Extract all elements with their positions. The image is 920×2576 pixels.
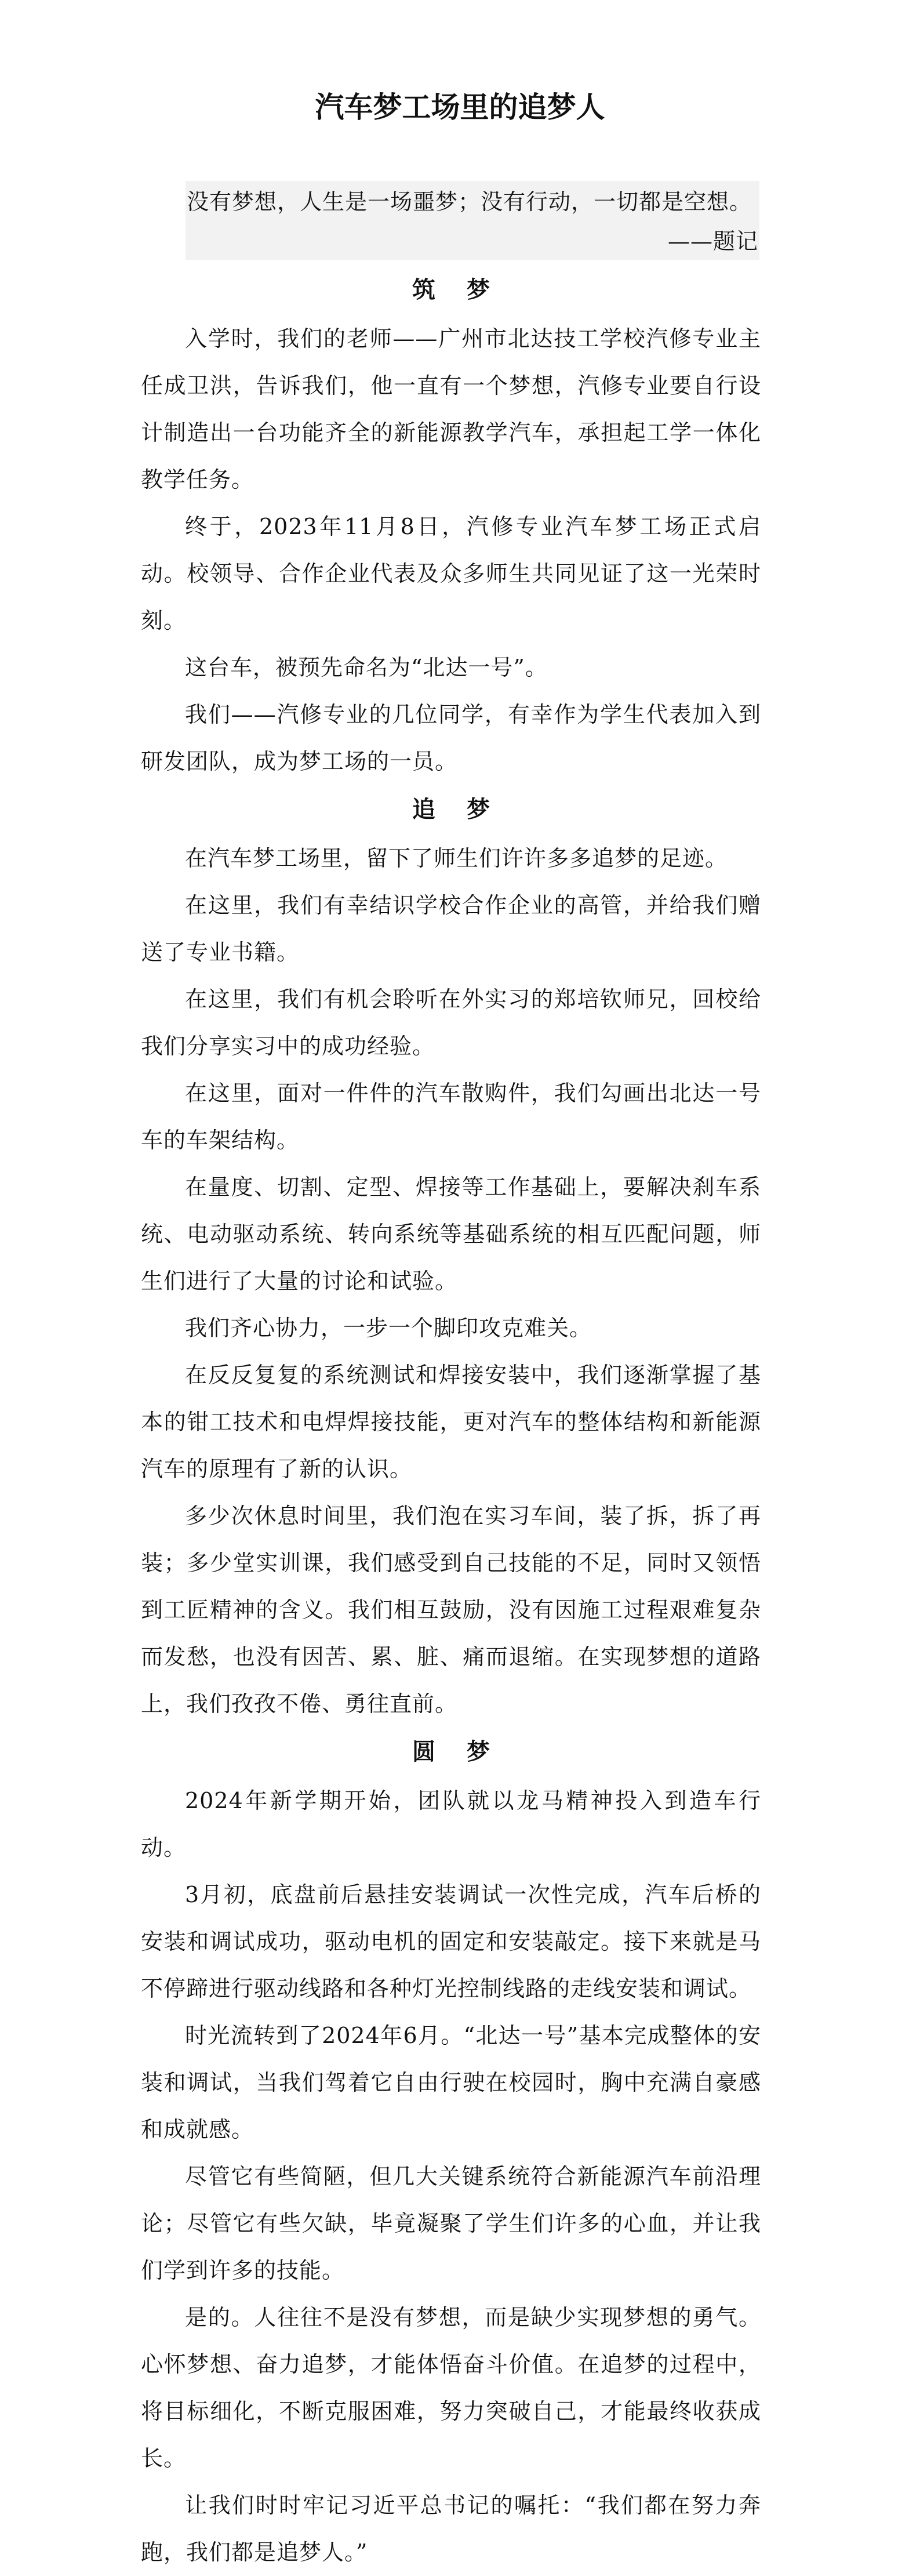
article-body bbox=[141, 266, 761, 2576]
paragraph: 多少次休息时间里，我们泡在实习车间，装了拆，拆了再装；多少堂实训课，我们感受到自己技能的不足，同时又领悟到工匠精神的含义。我们相互鼓励，没有因施工过程艰难复杂而发愁，也没有因苦、累、脏、痛而退缩。在实现梦想的道路上，我们孜孜不倦、勇往直前。 bbox=[141, 1503, 761, 1717]
section-zhu-meng bbox=[141, 266, 761, 785]
paragraph: 我们齐心协力，一步一个脚印攻克难关。 bbox=[185, 1315, 592, 1341]
paragraph: 在这里，我们有幸结识学校合作企业的高管，并给我们赠送了专业书籍。 bbox=[141, 892, 761, 965]
article-title: 汽车梦工场里的追梦人 bbox=[315, 90, 605, 124]
epigraph-signature: ——题记 bbox=[667, 228, 758, 254]
epigraph-text: 没有梦想，人生是一场噩梦；没有行动，一切都是空想。 bbox=[187, 189, 752, 215]
paragraph: 入学时，我们的老师——广州市北达技工学校汽修专业主任成卫洪，告诉我们，他一直有一个梦想，汽修专业要自行设计制造出一台功能齐全的新能源教学汽车，承担起工学一体化教学任务。 bbox=[141, 326, 761, 492]
paragraph: 是的。人往往不是没有梦想，而是缺少实现梦想的勇气。心怀梦想、奋力追梦，才能体悟奋斗价值。在追梦的过程中，将目标细化，不断克服困难，努力突破自己，才能最终收获成长。 bbox=[141, 2305, 761, 2471]
paragraph: 在量度、切割、定型、焊接等工作基础上，要解决刹车系统、电动驱动系统、转向系统等基础系统的相互匹配问题，师生们进行了大量的讨论和试验。 bbox=[141, 1174, 761, 1294]
paragraph: 在这里，面对一件件的汽车散购件，我们勾画出北达一号车的车架结构。 bbox=[141, 1080, 761, 1153]
paragraph: 这台车，被预先命名为“北达一号”。 bbox=[185, 655, 548, 680]
paragraph: 在反反复复的系统测试和焊接安装中，我们逐渐掌握了基本的钳工技术和电焊焊接技能，更对汽车的整体结构和新能源汽车的原理有了新的认识。 bbox=[141, 1362, 761, 1482]
epigraph bbox=[186, 181, 759, 260]
paragraph: 在汽车梦工场里，留下了师生们许许多多追梦的足迹。 bbox=[185, 846, 728, 871]
paragraph: 终于，2023年11月8日，汽修专业汽车梦工场正式启动。校领导、合作企业代表及众多师生共同见证了这一光荣时刻。 bbox=[141, 514, 761, 633]
section-heading: 追梦 bbox=[412, 796, 521, 823]
paragraph: 在这里，我们有机会聆听在外实习的郑培钦师兄，回校给我们分享实习中的成功经验。 bbox=[141, 986, 761, 1059]
paragraph: 尽管它有些简陋，但几大关键系统符合新能源汽车前沿理论；尽管它有些欠缺，毕竟凝聚了学生们许多的心血，并让我们学到许多的技能。 bbox=[141, 2164, 761, 2283]
section-yuan-meng bbox=[141, 1728, 761, 2576]
section-heading: 圆梦 bbox=[412, 1738, 521, 1765]
paragraph: 让我们时时牢记习近平总书记的嘱托：“我们都在努力奔跑，我们都是追梦人。” bbox=[141, 2492, 761, 2565]
paragraph: 3月初，底盘前后悬挂安装调试一次性完成，汽车后桥的安装和调试成功，驱动电机的固定和安装敲定。接下来就是马不停蹄进行驱动线路和各种灯光控制线路的走线安装和调试。 bbox=[141, 1882, 761, 2001]
paragraph: 时光流转到了2024年6月。“北达一号”基本完成整体的安装和调试，当我们驾着它自由行驶在校园时，胸中充满自豪感和成就感。 bbox=[141, 2023, 761, 2142]
paragraph: 2024年新学期开始，团队就以龙马精神投入到造车行动。 bbox=[141, 1788, 761, 1860]
paragraph: 我们——汽修专业的几位同学，有幸作为学生代表加入到研发团队，成为梦工场的一员。 bbox=[141, 702, 761, 774]
section-zhui-meng bbox=[141, 785, 761, 1728]
section-heading: 筑梦 bbox=[412, 276, 521, 303]
